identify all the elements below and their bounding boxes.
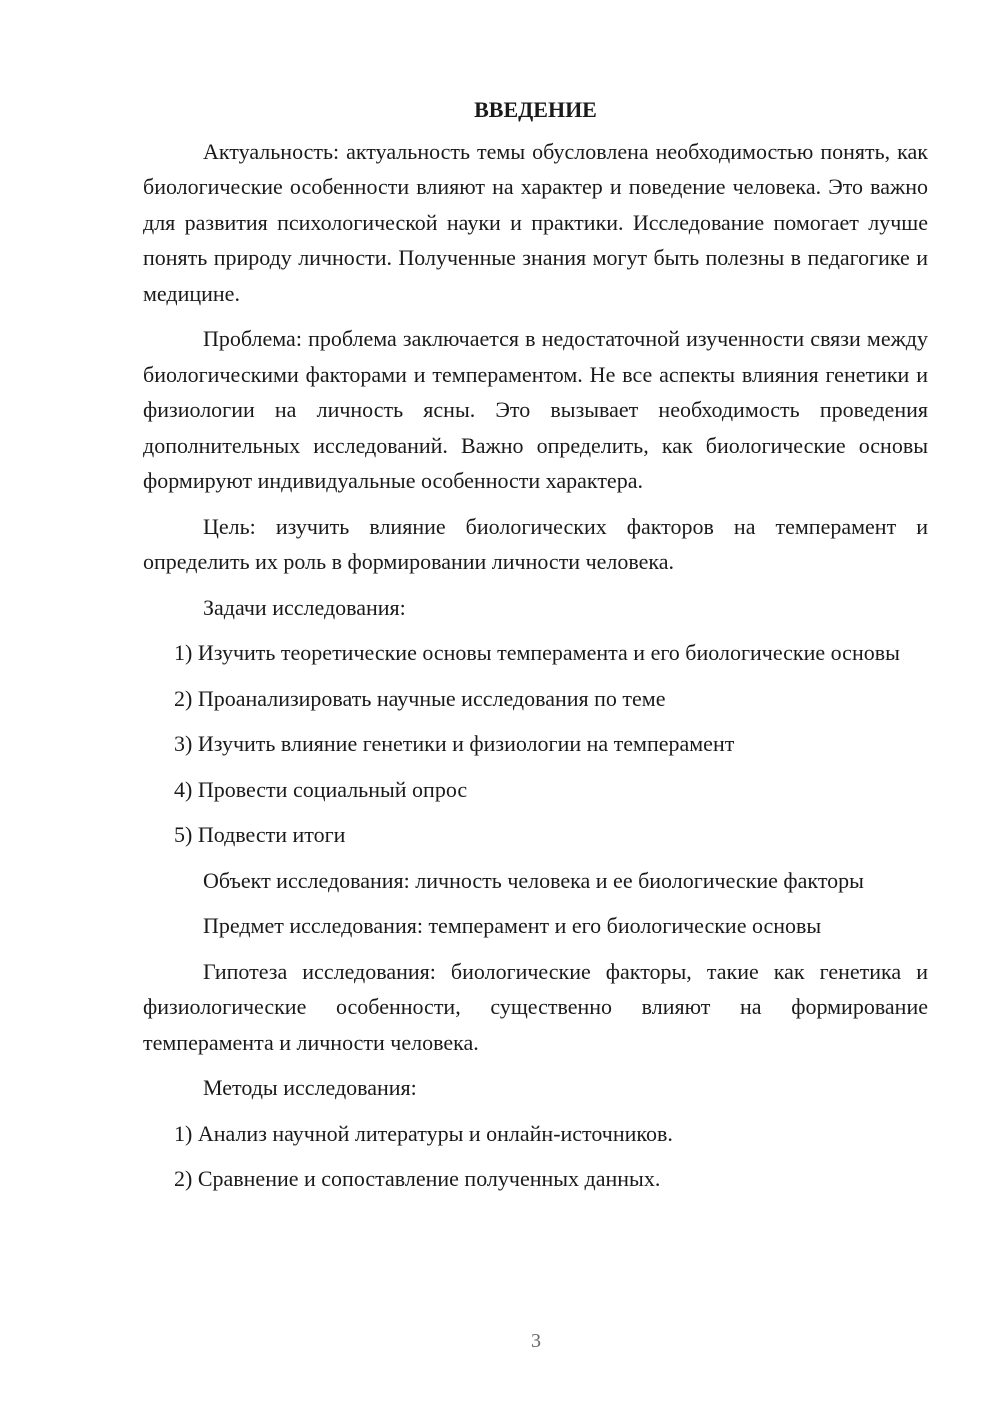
page-content [143, 92, 928, 1207]
method-item: 2) Сравнение и сопоставление полученных данных. [174, 1166, 661, 1191]
task-item: 5) Подвести итоги [174, 822, 346, 847]
problem-paragraph: Проблема: проблема заключается в недостаточной изученности связи между биологическими факторами и темпераментом. Не все аспекты влияния генетики и физиологии на личность ясны. Это вызывает необходимость проведения дополнительных исследований. Важно определить, как биологические основы формируют индивидуальные особенности характера. [143, 326, 928, 493]
task-item: 4) Провести социальный опрос [174, 776, 468, 802]
subject-paragraph: Предмет исследования: темперамент и его биологические основы [203, 913, 822, 938]
method-item: 1) Анализ научной литературы и онлайн-источников. [174, 1120, 673, 1146]
object-paragraph: Объект исследования: личность человека и ее биологические факторы [203, 867, 864, 893]
relevance-paragraph: Актуальность: актуальность темы обусловлена необходимостью понять, как биологические особенности влияют на характер и поведение человека. Это важно для развития психологической науки и практики. Исследование помогает лучше понять природу личности. Полученные знания могут быть полезны в педагогике и медицине. [143, 138, 928, 306]
task-item: 2) Проанализировать научные исследования по теме [174, 685, 666, 711]
methods-heading: Методы исследования: [203, 1075, 417, 1100]
section-title: ВВЕДЕНИЕ [474, 97, 597, 122]
task-item: 3) Изучить влияние генетики и физиологии на темперамент [174, 731, 735, 756]
tasks-heading: Задачи исследования: [203, 594, 406, 620]
goal-paragraph: Цель: изучить влияние биологических факторов на темперамент и определить их роль в формировании личности человека. [143, 513, 928, 574]
task-item: 1) Изучить теоретические основы темперамента и его биологические основы [174, 640, 900, 665]
hypothesis-paragraph: Гипотеза исследования: биологические факторы, такие как генетика и физиологические особенности, существенно влияют на формирование темперамента и личности человека. [143, 958, 928, 1055]
page-number: 3 [531, 1330, 541, 1352]
